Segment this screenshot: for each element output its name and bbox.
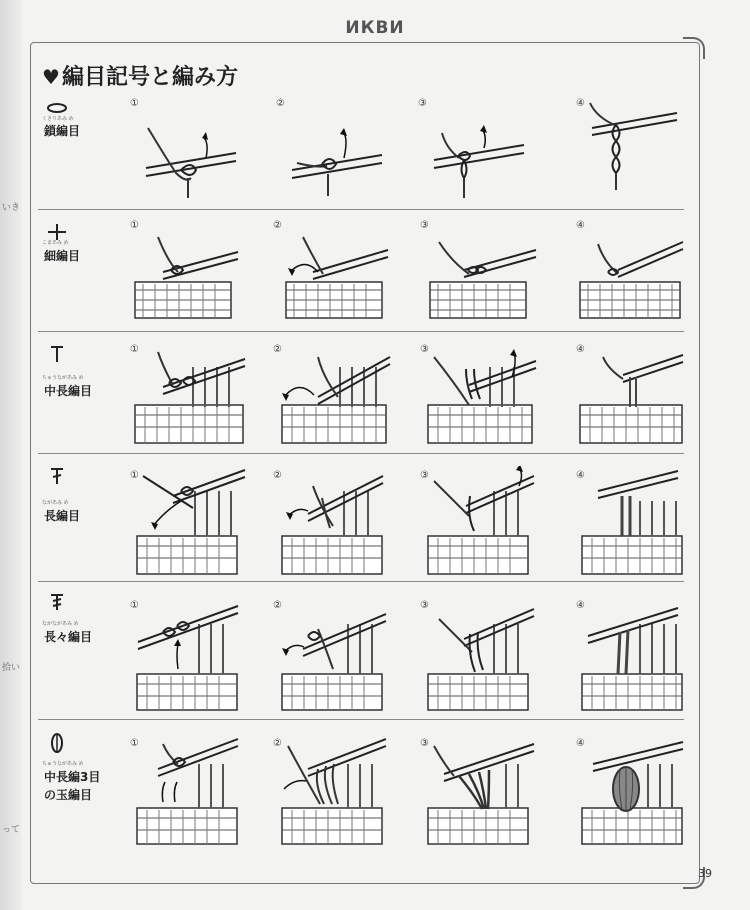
double-crochet-step-3-illustration (424, 466, 539, 578)
step-number: ① (130, 220, 139, 231)
step-number: ④ (576, 738, 585, 749)
stitch-ruby: くさりあみ め (42, 116, 74, 122)
step-number: ④ (576, 344, 585, 355)
chain-step-4-illustration (582, 98, 682, 198)
stitch-row-single-crochet (38, 220, 684, 332)
step-number: ③ (418, 98, 427, 109)
double-crochet-step-4-illustration (578, 466, 686, 578)
step-number: ④ (576, 220, 585, 231)
bobble-symbol-icon (46, 732, 68, 754)
treble-crochet-step-3-illustration (424, 594, 539, 714)
row-divider (38, 453, 684, 454)
stitch-row-bobble (38, 730, 684, 850)
stitch-ruby: ちゅうながあみ め (42, 375, 84, 381)
half-double-crochet-step-3-illustration (424, 347, 539, 447)
single-crochet-step-4-illustration (578, 232, 686, 322)
single-crochet-step-2-illustration (278, 232, 393, 322)
stitch-name: 長々編目 (44, 630, 93, 644)
bobble-step-3-illustration (424, 734, 539, 846)
half-double-crochet-step-2-illustration (278, 347, 393, 447)
step-number: ① (130, 344, 139, 355)
step-number: ② (273, 600, 282, 611)
half-double-crochet-step-4-illustration (578, 347, 686, 447)
bobble-step-4-illustration (578, 734, 686, 846)
step-number: ① (130, 470, 139, 481)
chain-step-1-illustration (136, 118, 246, 203)
stitch-ruby: こまあみ め (42, 240, 69, 246)
half-double-crochet-step-1-illustration (133, 347, 248, 447)
step-number: ② (276, 98, 285, 109)
step-number: ④ (576, 470, 585, 481)
step-number: ③ (420, 600, 429, 611)
section-title-text: 編目記号と編み方 (61, 65, 238, 90)
stitch-name: 中長編3目 (44, 770, 101, 784)
step-number: ② (273, 220, 282, 231)
step-number: ③ (420, 470, 429, 481)
stitch-ruby: ちゅうながあみ め (42, 761, 84, 767)
stitch-row-half-double-crochet (38, 342, 684, 454)
single-crochet-step-3-illustration (424, 232, 539, 322)
stitch-name: 長編目 (44, 509, 81, 523)
stitch-name: 鎖編目 (44, 124, 81, 138)
margin-text: って (2, 825, 21, 835)
step-number: ③ (420, 220, 429, 231)
step-number: ④ (576, 600, 585, 611)
double-crochet-step-1-illustration (133, 466, 248, 578)
step-number: ① (130, 98, 139, 109)
step-number: ④ (576, 98, 585, 109)
row-divider (38, 331, 684, 332)
stitch-row-chain (38, 98, 684, 210)
margin-text: 拾い (2, 663, 21, 673)
page-number: 39 (698, 867, 712, 880)
frame-corner-ornament (683, 37, 705, 59)
treble-crochet-step-2-illustration (278, 594, 393, 714)
step-number: ① (130, 600, 139, 611)
treble-crochet-step-1-illustration (133, 594, 248, 714)
stitch-ruby: ながあみ め (42, 500, 69, 506)
treble-crochet-step-4-illustration (578, 594, 686, 714)
row-divider (38, 719, 684, 720)
stitch-row-double-crochet (38, 464, 684, 582)
stitch-name: 中長編目 (44, 384, 93, 398)
book-spine-shadow (0, 0, 22, 910)
step-number: ③ (420, 344, 429, 355)
bobble-step-2-illustration (278, 734, 393, 846)
margin-text: いき (2, 203, 21, 213)
treble-crochet-symbol-icon (46, 592, 68, 612)
step-number: ② (273, 344, 282, 355)
step-number: ② (273, 738, 282, 749)
step-number: ② (273, 470, 282, 481)
row-divider (38, 209, 684, 210)
double-crochet-symbol-icon (46, 466, 68, 486)
double-crochet-step-2-illustration (278, 466, 393, 578)
chain-step-3-illustration (424, 118, 534, 203)
step-number: ③ (420, 738, 429, 749)
page-header-title: ИКВИ (345, 18, 405, 38)
stitch-name: 細編目 (44, 249, 81, 263)
chain-step-2-illustration (282, 118, 392, 203)
row-divider (38, 581, 684, 582)
heart-icon: ♥ (42, 65, 60, 89)
stitch-name-line-2: の玉編目 (44, 788, 93, 802)
stitch-row-treble-crochet (38, 590, 684, 720)
step-number: ① (130, 738, 139, 749)
half-double-crochet-symbol-icon (46, 344, 68, 364)
bobble-step-1-illustration (133, 734, 248, 846)
stitch-ruby: ながながあみ め (42, 621, 79, 627)
section-title (42, 60, 238, 91)
single-crochet-step-1-illustration (133, 232, 243, 322)
